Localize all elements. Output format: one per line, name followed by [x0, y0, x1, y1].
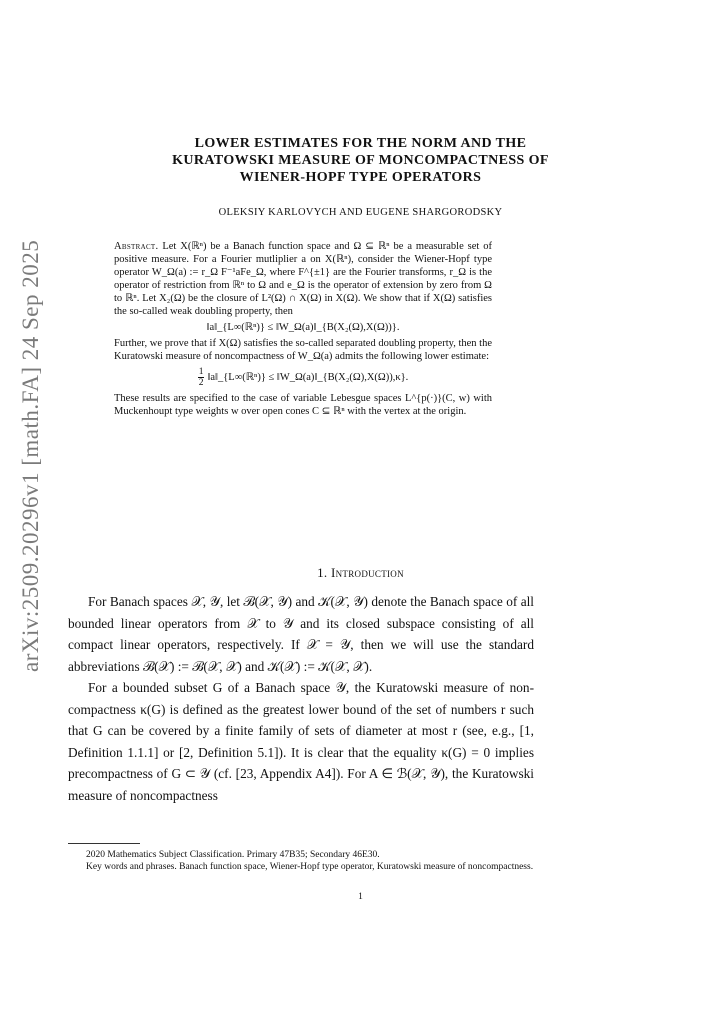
- footnote-msc: 2020 Mathematics Subject Classification. Primary 47B35; Secondary 46E30.: [86, 850, 380, 860]
- equation-kuratowski-estimate: [114, 367, 492, 388]
- equation-norm-estimate: ‖a‖_{L∞(ℝⁿ)} ≤ ‖W_Ω(a)‖_{B(X₂(Ω),X(Ω))}.: [206, 322, 400, 333]
- authors: OLEKSIY KARLOVYCH AND EUGENE SHARGORODSKY: [218, 207, 503, 218]
- abstract-paragraph: Further, we prove that if X(Ω) satisfies the so-called separated doubling property, then the Kuratowski measure of noncompactness of W_Ω(a) admits the following lower estimate:: [114, 338, 492, 362]
- footnotes: [68, 849, 534, 873]
- footnote-rule: [68, 843, 140, 844]
- section-number: 1.: [317, 565, 328, 580]
- body-paragraph: For a bounded subset G of a Banach space 𝒴, the Kuratowski measure of non-compactness κ(G) is defined as the greatest lower bound of the set of numbers r such that G can be covered by a finite family of sets of diameter at most r (see, e.g., [1, Definition 1.1.1] or [2, Definition 5.1]). It is clear that the equality κ(G) = 0 implies precompactness of G ⊂ 𝒴 (cf. [23, Appendix A4]). For A ∈ ℬ(𝒳, 𝒴), the Kuratowski measure of noncompactness: [68, 680, 534, 803]
- title-line: KURATOWSKI MEASURE OF MONCOMPACTNESS OF: [172, 153, 549, 168]
- title-line: LOWER ESTIMATES FOR THE NORM AND THE: [194, 136, 527, 151]
- abstract: [114, 240, 492, 418]
- fraction: [198, 367, 205, 388]
- equation-body: ‖a‖_{L∞(ℝⁿ)} ≤ ‖W_Ω(a)‖_{B(X₂(Ω),X(Ω)),κ}.: [207, 372, 409, 383]
- arxiv-identifier-stamp: arXiv:2509.20296v1 [math.FA] 24 Sep 2025: [18, 239, 43, 672]
- abstract-heading: Abstract.: [114, 241, 159, 252]
- abstract-paragraph: [114, 240, 492, 318]
- page-number: 1: [358, 892, 363, 902]
- section-title: Introduction: [330, 565, 404, 580]
- body-paragraph: For Banach spaces 𝒳, 𝒴, let ℬ(𝒳, 𝒴) and 𝒦(𝒳, 𝒴) denote the Banach space of all bounded linear operators from 𝒳 to 𝒴 and its closed subspace consisting of all compact linear operators, respectively. If 𝒳 = 𝒴, then we will use the standard abbreviations ℬ(𝒳) := ℬ(𝒳, 𝒳) and 𝒦(𝒳) := 𝒦(𝒳, 𝒳).: [68, 594, 534, 674]
- body-text: [68, 591, 534, 806]
- title-line: WIENER-HOPF TYPE OPERATORS: [239, 170, 482, 185]
- footnote-keywords: Key words and phrases. Banach function space, Wiener-Hopf type operator, Kuratowski measure of noncompactness.: [86, 862, 534, 872]
- section-heading: [0, 565, 721, 581]
- abstract-text: Let X(ℝⁿ) be a Banach function space and Ω ⊆ ℝⁿ be a measurable set of positive measure. For a Fourier mutliplier a on X(ℝⁿ), consider the Wiener-Hopf type operator W_Ω(a) := r_Ω F⁻¹aFe_Ω, where F^{±1} are the Fourier transforms, r_Ω is the operator of restriction from ℝⁿ to Ω and e_Ω is the operator of extension by zero from Ω to ℝⁿ. Let X₂(Ω) be the closure of L²(Ω) ∩ X(Ω) in X(Ω). We show that if X(Ω) satisfies the so-called weak doubling property, then: [114, 241, 493, 317]
- abstract-paragraph: These results are specified to the case of variable Lebesgue spaces L^{p(·)}(C, w) with Muckenhoupt type weights w over open cones C ⊆ ℝⁿ with the vertex at the origin.: [114, 393, 492, 417]
- fraction-numerator: 1: [198, 367, 204, 377]
- paper-title: [80, 135, 641, 186]
- fraction-denominator: 2: [198, 378, 204, 388]
